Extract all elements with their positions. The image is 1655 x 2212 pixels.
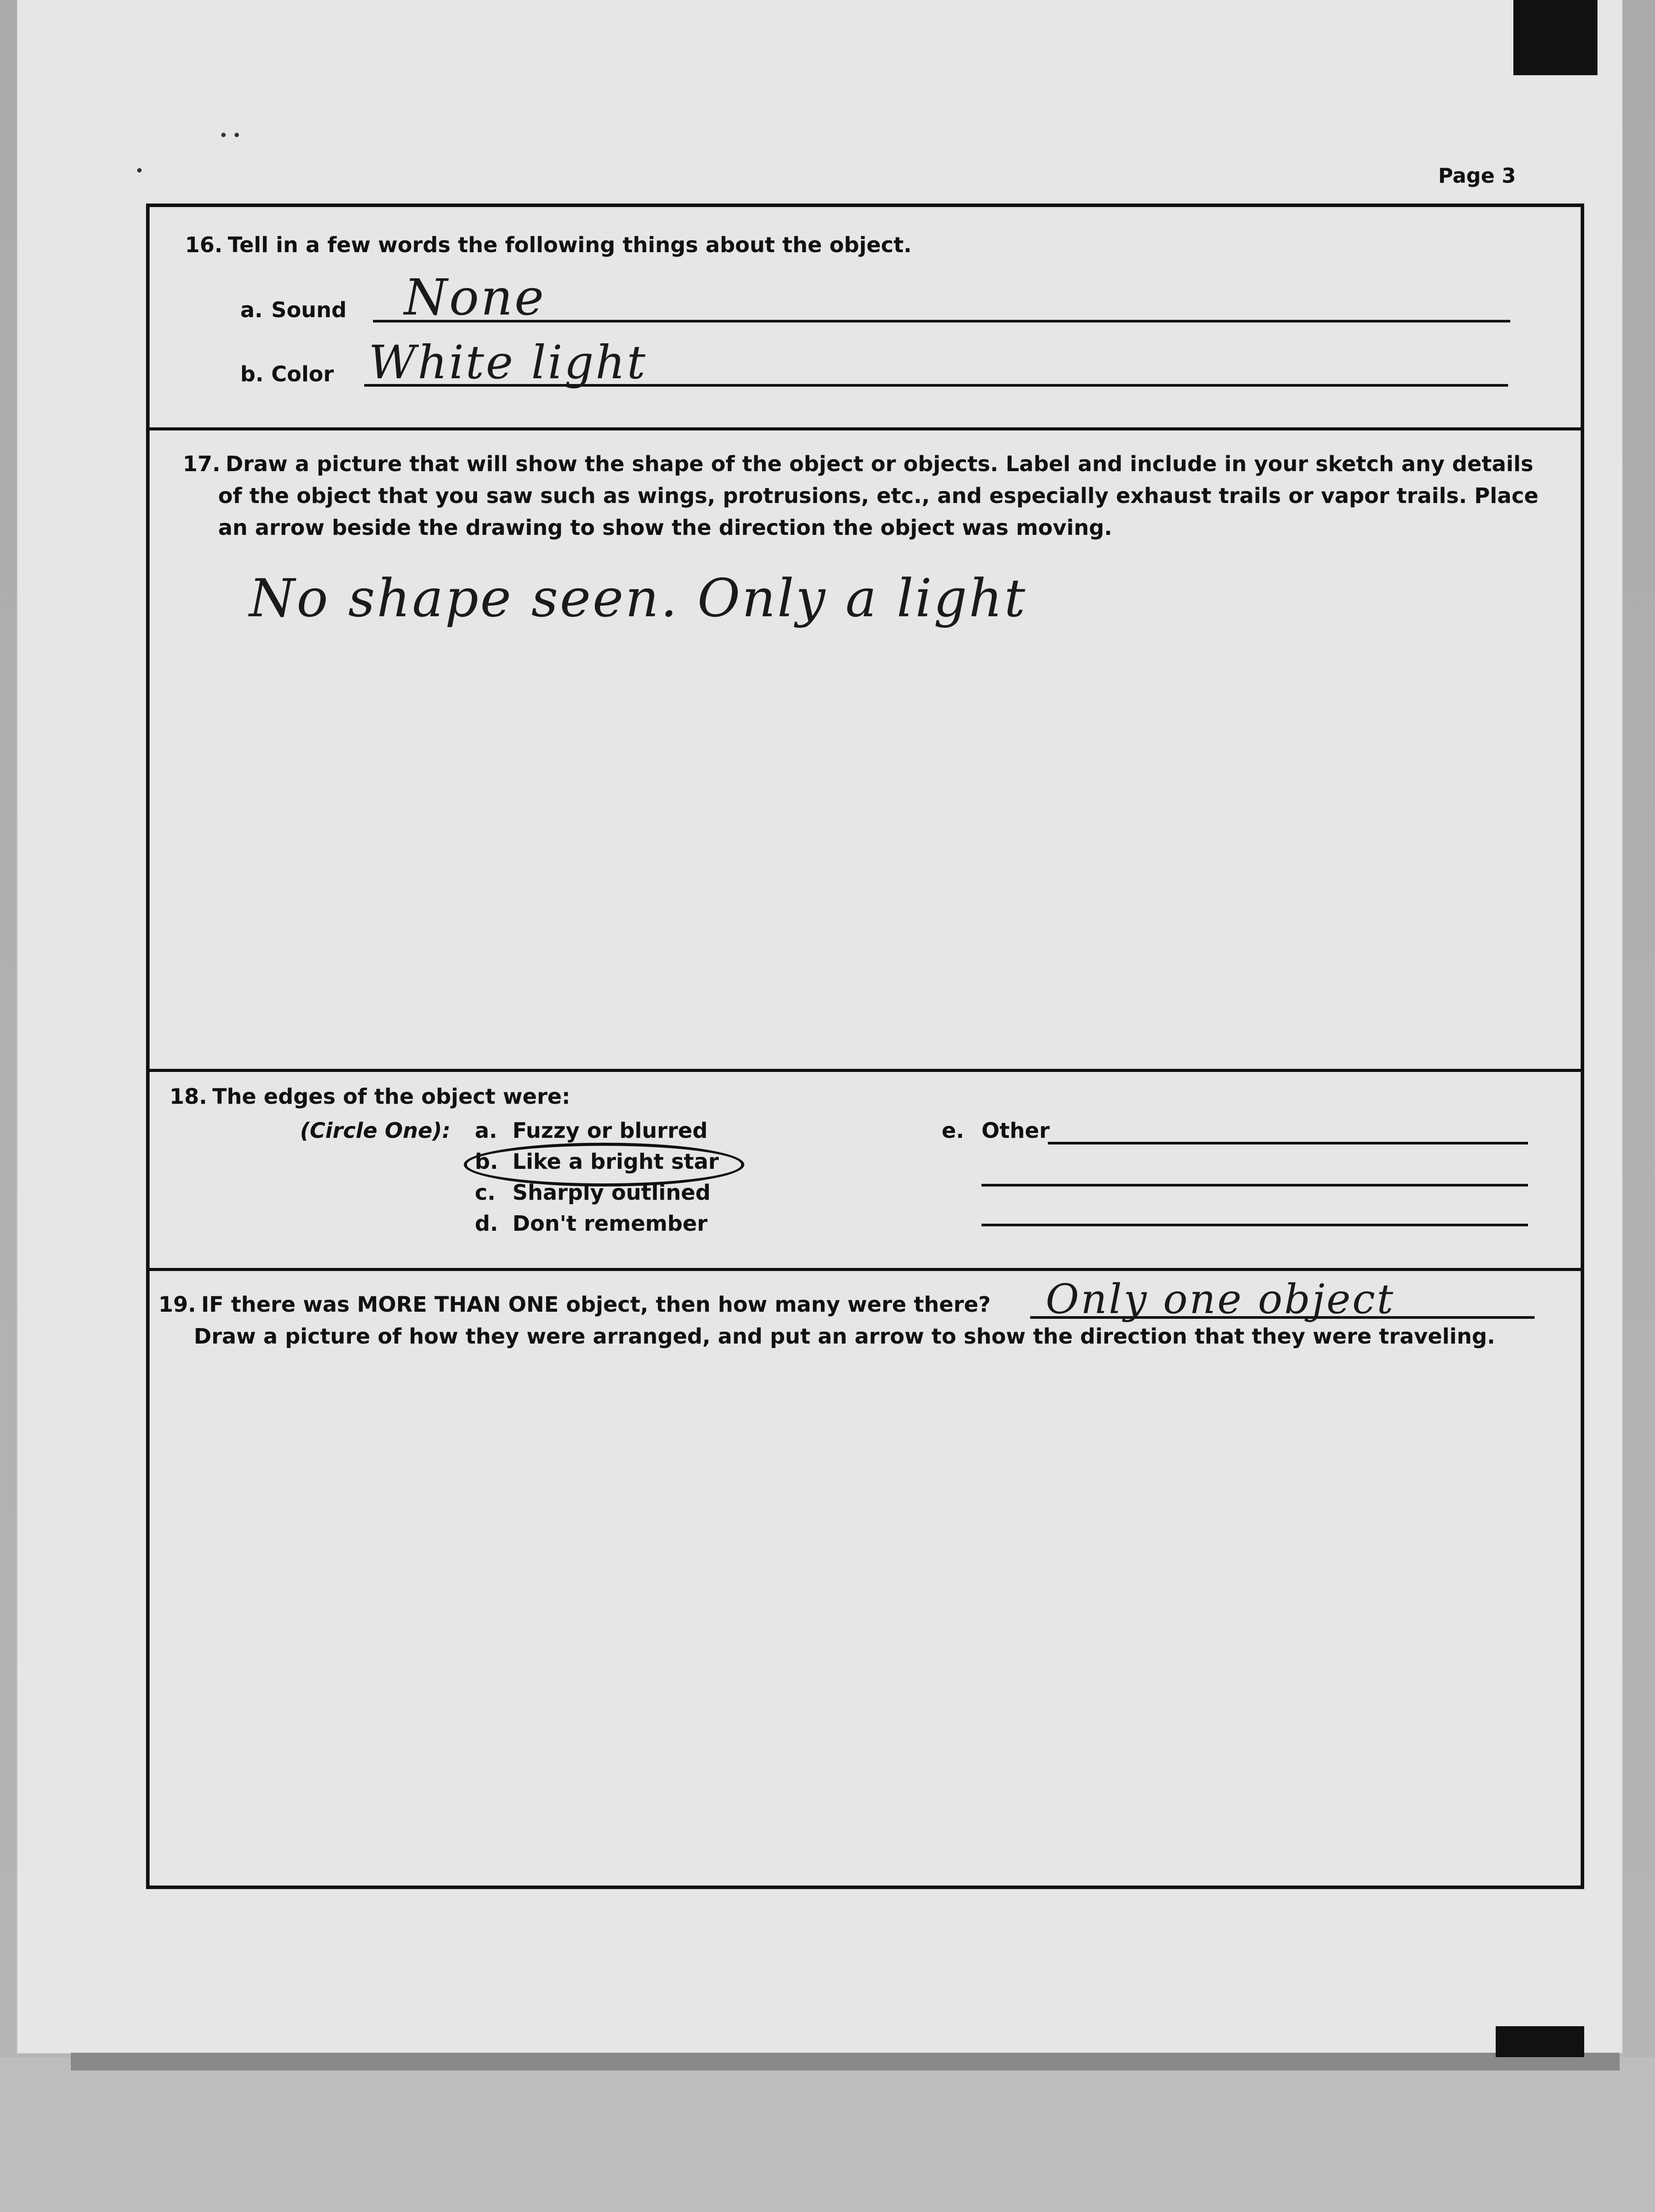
question-17-number: 17.	[183, 452, 221, 476]
question-17-prompt-1: Draw a picture that will show the shape of the object or objects. Label and include in your sketch any details	[225, 452, 1534, 476]
question-17-line-2: of the object that you saw such as wings, protrusions, etc., and especially exhaust trails or vapor trails. Place	[218, 484, 1539, 508]
page-number: Page 3	[1438, 164, 1516, 188]
sighting-form	[146, 204, 1584, 1889]
corner-mark-top	[1513, 0, 1597, 75]
option-b-prefix: b.	[475, 1149, 498, 1174]
corner-mark-bottom	[1496, 2026, 1584, 2057]
option-a-label: Fuzzy or blurred	[512, 1118, 708, 1143]
speck	[137, 168, 142, 173]
question-19-line-2: Draw a picture of how they were arranged, and put an arrow to show the direction that they were traveling.	[194, 1324, 1495, 1349]
color-label: Color	[271, 362, 334, 387]
other-line-2[interactable]	[981, 1184, 1528, 1187]
question-18-section	[150, 1072, 1581, 1271]
sound-label: Sound	[271, 298, 347, 323]
option-c-label: Sharply outlined	[512, 1180, 711, 1205]
option-d-prefix: d.	[475, 1211, 498, 1236]
color-answer[interactable]: White light	[369, 335, 647, 389]
scan-lower-band	[0, 2057, 1655, 2212]
question-16-text	[185, 229, 912, 261]
option-b-label: Like a bright star	[512, 1149, 719, 1174]
question-19-section	[150, 1271, 1581, 1886]
option-c-prefix: c.	[475, 1180, 496, 1205]
color-prefix: b.	[240, 362, 264, 387]
sound-answer[interactable]: None	[404, 269, 546, 326]
speck	[221, 133, 226, 137]
question-17-line-1	[183, 448, 1533, 480]
question-19-answer[interactable]: Only one object	[1046, 1275, 1395, 1323]
question-17-line-3: an arrow beside the drawing to show the direction the object was moving.	[218, 515, 1112, 540]
option-a-prefix: a.	[475, 1118, 497, 1143]
option-d-label: Don't remember	[512, 1211, 708, 1236]
question-18-number: 18.	[169, 1084, 208, 1109]
option-e-label: Other	[981, 1118, 1050, 1143]
question-16-number: 16.	[185, 233, 223, 257]
other-line-1[interactable]	[1048, 1142, 1528, 1144]
sound-prefix: a.	[240, 298, 263, 323]
question-19-prompt-1: IF there was MORE THAN ONE object, then how many were there?	[201, 1292, 991, 1317]
page-shadow	[71, 2053, 1620, 2070]
question-19-number: 19.	[158, 1292, 196, 1317]
question-19-line-1	[158, 1289, 991, 1321]
question-16-prompt: Tell in a few words the following things about the object.	[227, 233, 912, 257]
question-18-text	[169, 1081, 570, 1113]
question-16-section	[150, 207, 1581, 430]
question-17-section	[150, 430, 1581, 1072]
other-line-3[interactable]	[981, 1224, 1528, 1226]
circle-one-instruction: (Circle One):	[300, 1118, 451, 1143]
option-e-prefix: e.	[942, 1118, 964, 1143]
speck	[235, 133, 239, 137]
question-17-answer[interactable]: No shape seen. Only a light	[249, 568, 1027, 629]
question-18-prompt: The edges of the object were:	[212, 1084, 570, 1109]
